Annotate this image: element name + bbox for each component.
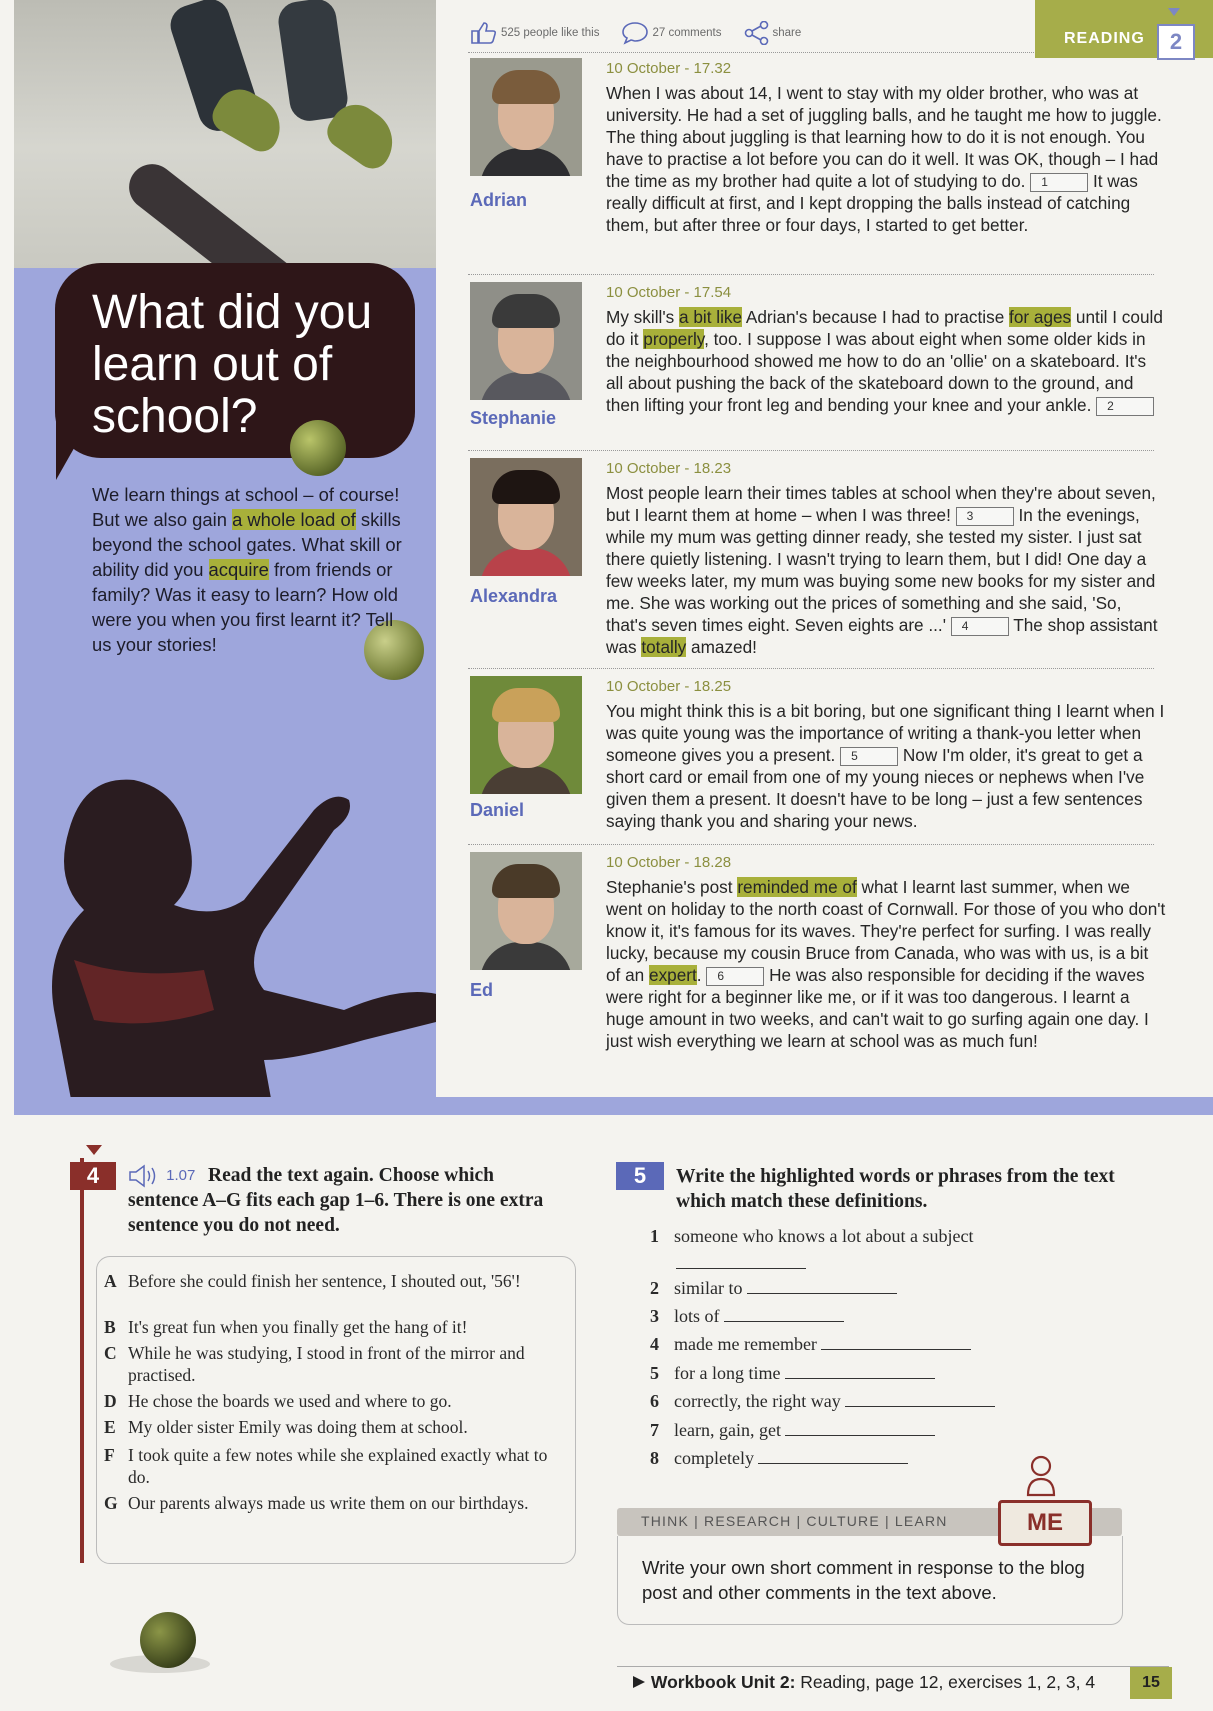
comment-text-segment: My skill's: [606, 307, 679, 327]
definition-item: [650, 1389, 995, 1413]
comment-text: [606, 82, 1166, 236]
like-count: 525 people like this: [501, 27, 600, 39]
option-text: He chose the boards we used and where to go.: [128, 1391, 452, 1411]
intro-text: [92, 482, 412, 657]
comment-text: [606, 700, 1166, 832]
triangle-marker-icon: [1168, 8, 1180, 18]
comment-text-segment: amazed!: [686, 637, 757, 657]
ball-image: [290, 420, 346, 476]
play-arrow-icon: [632, 1675, 646, 1689]
definition-item: [650, 1304, 844, 1328]
comment-timestamp: 10 October - 17.54: [606, 284, 732, 301]
highlighted-phrase: a whole load of: [232, 509, 356, 530]
definition-text: lots of: [674, 1306, 725, 1326]
option-e: [104, 1416, 564, 1438]
definition-text: learn, gain, get: [674, 1420, 786, 1440]
gap-box: 6: [706, 967, 764, 986]
commenter-name: Daniel: [470, 800, 525, 820]
like-button[interactable]: [470, 21, 599, 45]
answer-blank[interactable]: [821, 1333, 971, 1350]
definition-item: [650, 1361, 935, 1385]
definition-text: for a long time: [674, 1363, 785, 1383]
definition-number: 6: [650, 1391, 659, 1411]
person-icon: [1026, 1455, 1056, 1497]
comment-text-segment: Now I'm older, it's great to get a short card or email from one of my young nieces or nephews when I've given them a present. It doesn't have to be long – just a few sentences saying thank you and sharing your news.: [606, 745, 1145, 831]
exercise-5-number: 5: [616, 1162, 664, 1190]
exercise-4-instruction: Read the text again. Choose which sentence A–G fits each gap 1–6. There is one extra sentence you do not need.: [128, 1165, 544, 1236]
speech-bubble-icon: [621, 21, 649, 45]
comment-text-segment: until I could do it: [606, 307, 1163, 349]
comment-text-segment: Most people learn their times tables at school when they're about seven, but I learnt them at home – when I was three!: [606, 483, 1156, 525]
comment-text-segment: Stephanie's post: [606, 877, 738, 897]
definition-number: 8: [650, 1448, 659, 1468]
option-letter: B: [104, 1317, 116, 1337]
share-label: share: [772, 27, 802, 39]
thumbs-up-icon: [470, 21, 498, 45]
commenter-name: Adrian: [470, 190, 528, 210]
page-number: 15: [1130, 1667, 1172, 1699]
juggler-silhouette: [14, 680, 436, 1115]
highlighted-phrase: acquire: [208, 559, 269, 580]
share-link[interactable]: [744, 21, 802, 45]
comment-timestamp: 10 October - 18.25: [606, 678, 732, 695]
comment-timestamp: 10 October - 18.23: [606, 460, 732, 477]
comment-text: [606, 482, 1166, 658]
definition-text: completely: [674, 1448, 759, 1468]
comment-text-segment: The shop assistant was: [606, 615, 1158, 657]
commenter-name: Ed: [470, 980, 494, 1000]
comment-text-segment: , too. I suppose I was about eight when some older kids in the neighbourhood showed me how to do an 'ollie' on a skateboard. It's all about pushing the back of the skateboard down to the ground, and then lifting your front leg and bending your knee and your ankle.: [606, 329, 1147, 415]
gap-box: 1: [1030, 173, 1088, 192]
comment-text-segment: Adrian's because I had to practise: [742, 307, 1010, 327]
definition-number: 7: [650, 1420, 659, 1440]
option-f: [104, 1444, 564, 1488]
answer-blank[interactable]: [676, 1252, 806, 1269]
audio-track-number: 1.07: [166, 1166, 196, 1184]
option-text: Our parents always made us write them on our birthdays.: [128, 1493, 529, 1513]
option-letter: F: [104, 1445, 115, 1465]
avatar: [470, 458, 582, 576]
option-text: I took quite a few notes while she explained exactly what to do.: [128, 1445, 548, 1487]
social-bar: [470, 20, 823, 46]
option-g: [104, 1492, 564, 1514]
exercise-4-number: 4: [70, 1162, 116, 1190]
answer-blank[interactable]: [758, 1447, 908, 1464]
option-c: [104, 1342, 564, 1386]
comment-text-segment: You might think this is a bit boring, but one significant thing I learnt when I was quite young was the importance of writing a thank-you letter when someone gives you a present.: [606, 701, 1165, 765]
exercise-5-instruction: Write the highlighted words or phrases from the text which match these definitions.: [676, 1166, 1115, 1212]
option-d: [104, 1390, 564, 1412]
option-letter: D: [104, 1391, 117, 1411]
ball-on-floor-image: [140, 1612, 196, 1668]
comment-text-segment: When I was about 14, I went to stay with my older brother, who was at university. He had a set of juggling balls, and he taught me how to juggle. The thing about juggling is that learning how to do it is not enough. You have to practise a lot before you can do it well. It was OK, though – I had the time as my brother had quite a lot of studying to do.: [606, 83, 1162, 191]
option-letter: A: [104, 1271, 117, 1291]
definition-number: 1: [650, 1226, 659, 1246]
definition-item: [650, 1418, 935, 1442]
definition-text: correctly, the right way: [674, 1391, 846, 1411]
definition-item: [650, 1332, 971, 1356]
answer-blank[interactable]: [845, 1390, 995, 1407]
comment-text-segment: In the evenings, while my mum was getting dinner ready, she tested my sister. I just sat there quietly listening. I wasn't trying to learn them, but I did! One day a few weeks later, my mum was buying some new books for my sister and me. She was working out the prices of something and she said, 'So, that's seven times eight. Seven eights are ...': [606, 505, 1156, 635]
option-a: [104, 1270, 564, 1292]
comment-timestamp: 10 October - 17.32: [606, 60, 732, 77]
option-text: While he was studying, I stood in front of the mirror and practised.: [128, 1343, 525, 1385]
avatar: [470, 676, 582, 794]
workbook-unit: Workbook Unit 2:: [650, 1672, 796, 1692]
comment-text-segment: It was really difficult at first, and I kept dropping the balls instead of catching them, but after three or four days, I started to get better.: [606, 171, 1138, 235]
intro-text-segment: from friends or family? Was it easy to learn? How old were you when you first learnt it? Tell us your stories!: [92, 559, 398, 655]
answer-blank[interactable]: [785, 1419, 935, 1436]
option-letter: E: [104, 1417, 116, 1437]
commenter-name: Stephanie: [470, 408, 557, 428]
comment-text-segment: .: [696, 965, 707, 985]
highlighted-phrase: a bit like: [678, 307, 743, 327]
comment-timestamp: 10 October - 18.28: [606, 854, 732, 871]
definition-item: [650, 1446, 908, 1470]
definition-number: 2: [650, 1278, 659, 1298]
option-text: It's great fun when you finally get the hang of it!: [128, 1317, 468, 1337]
page-title: What did you learn out of school?: [92, 286, 373, 443]
workbook-reference: [632, 1672, 1095, 1693]
avatar: [470, 282, 582, 400]
definition-item: [650, 1276, 897, 1300]
definition-text: someone who knows a lot about a subject: [674, 1226, 974, 1246]
me-task: Write your own short comment in response to the blog post and other comments in the text above.: [642, 1557, 1085, 1603]
definition-item: [650, 1224, 973, 1248]
gap-box: 5: [840, 747, 898, 766]
intro-text-segment: We learn things at school – of course! But we also gain: [92, 484, 400, 530]
definition-number: 3: [650, 1306, 659, 1326]
highlighted-phrase: properly: [643, 329, 705, 349]
option-letter: G: [104, 1493, 118, 1513]
share-icon: [744, 21, 770, 45]
option-text: Before she could finish her sentence, I shouted out, '56'!: [128, 1271, 521, 1291]
highlighted-phrase: expert: [649, 965, 697, 985]
answer-blank[interactable]: [785, 1362, 935, 1379]
gap-box: 3: [956, 507, 1014, 526]
commenter-name: Alexandra: [470, 586, 558, 606]
gap-box: 4: [951, 617, 1009, 636]
comment-text: [606, 876, 1166, 1052]
avatar: [470, 852, 582, 970]
intro-text-segment: skills beyond the school gates. What skill or ability did you: [92, 509, 402, 580]
definition-number: 5: [650, 1363, 659, 1383]
think-tabs: THINK | RESEARCH | CULTURE | LEARN: [641, 1513, 948, 1529]
unit-number: 2: [1157, 24, 1195, 60]
answer-blank[interactable]: [747, 1277, 897, 1294]
definition-text: similar to: [674, 1278, 747, 1298]
gap-box: 2: [1096, 397, 1154, 416]
me-tab[interactable]: ME: [998, 1500, 1092, 1546]
definition-number: 4: [650, 1334, 659, 1354]
highlighted-phrase: totally: [641, 637, 687, 657]
skateboarder-photo: [14, 0, 436, 268]
option-letter: C: [104, 1343, 117, 1363]
answer-blank[interactable]: [724, 1305, 844, 1322]
comment-text: [606, 306, 1166, 416]
option-text: My older sister Emily was doing them at school.: [128, 1417, 468, 1437]
definition-text: made me remember: [674, 1334, 822, 1354]
option-b: [104, 1316, 564, 1338]
comment-text-segment: He was also responsible for deciding if the waves were right for a beginner like me, or if it was too dangerous. I learnt a huge amount in two weeks, and can't wait to go surfing again one day. I just wish everything we learn at school was as much fun!: [606, 965, 1149, 1051]
comments-link[interactable]: [621, 21, 721, 45]
comment-text-segment: what I learnt last summer, when we went on holiday to the north coast of Cornwall. For those of you who don't know it, it's famous for its waves. They're perfect for surfing. I was really lucky, because my cousin Bruce from Canada, who was with us, is a bit of an: [606, 877, 1166, 985]
workbook-pages: Reading, page 12, exercises 1, 2, 3, 4: [795, 1672, 1096, 1692]
comment-count: 27 comments: [652, 27, 722, 39]
avatar: [470, 58, 582, 176]
section-label: READING: [1064, 30, 1145, 47]
highlighted-phrase: reminded me of: [737, 877, 857, 897]
highlighted-phrase: for ages: [1009, 307, 1072, 327]
